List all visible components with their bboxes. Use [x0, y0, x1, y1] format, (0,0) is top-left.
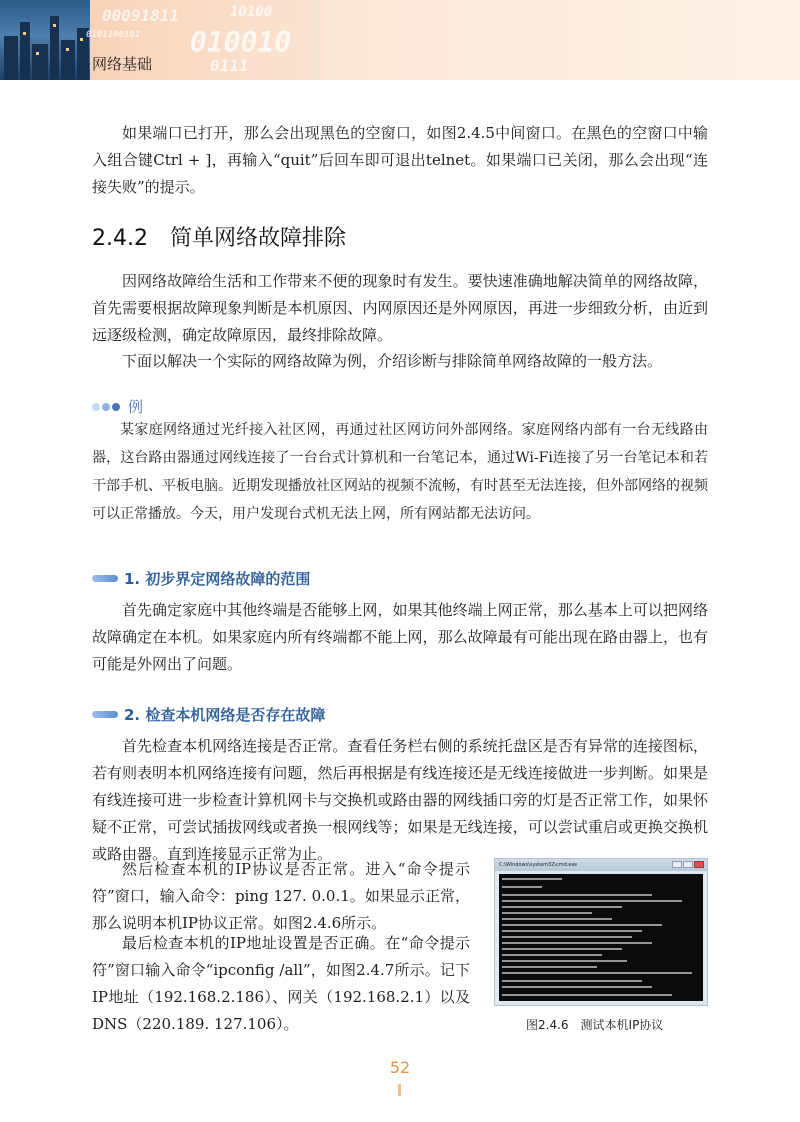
subsection-heading-2: 2. 检查本机网络是否存在故障 [92, 704, 325, 725]
city-skyline-image [0, 0, 90, 80]
subsection-2-text-ipconfig: 最后检查本机的IP地址设置是否正确。在“命令提示符”窗口输入命令“ipconfig /all”，如图2.4.7所示。记下IP地址（192.168.2.186）、网关（192.168.2.1）以及DNS（220.189. 127.106）。 [92, 934, 470, 1033]
window-controls-icon [671, 861, 704, 868]
subsection-2-text: 首先检查本机网络连接是否正常。查看任务栏右侧的系统托盘区是否有异常的连接图标，若有则表明本机网络连接有问题，然后再根据是有线连接还是无线连接做进一步判断。如果是有线连接可进一步检查计算机网卡与交换机或路由器的网线插口旁的灯是否正常工作，如果怀疑不正常，可尝试插拔网线或者换一根网线等；如果是无线连接，可以尝试重启或更换交换机或路由器。直到连接显示正常为止。 [92, 737, 708, 863]
header-section-label: 网络基础 [92, 55, 153, 73]
console-output [499, 874, 703, 1001]
section-title [92, 221, 346, 252]
binary-digits-decoration: 00091811 0101100101 010010 10100 0111 [86, 4, 292, 75]
dots-icon [92, 403, 122, 411]
example-label-text: 例 [128, 398, 144, 416]
cmd-window-titlebar: C:\Windows\system32\cmd.exe [495, 859, 707, 871]
subsection-1-text: 首先确定家庭中其他终端是否能够上网，如果其他终端上网正常，那么基本上可以把网络故障确定在本机。如果家庭内所有终端都不能上网，那么故障最有可能出现在路由器上，也有可能是外网出了问题。 [92, 601, 708, 673]
page-number-mark [398, 1084, 401, 1096]
body-paragraph: 下面以解决一个实际的网络故障为例，介绍诊断与排除简单网络故障的一般方法。 [122, 352, 663, 370]
heading-bar-icon [92, 711, 118, 718]
example-text: 某家庭网络通过光纤接入社区网，再通过社区网访问外部网络。家庭网络内部有一台无线路由器，这台路由器通过网线连接了一台台式计算机和一台笔记本，通过Wi-Fi连接了另一台笔记本和若干部手机、平板电脑。近期发现播放社区网站的视频不流畅，有时甚至无法连接，但外部网络的视频可以正常播放。今天，用户发现台式机无法上网，所有网站都无法访问。 [92, 422, 708, 522]
body-paragraph: 因网络故障给生活和工作带来不便的现象时有发生。要快速准确地解决简单的网络故障，首先需要根据故障现象判断是本机原因、内网原因还是外网原因，再进一步细致分析，由近到远逐级检测，确定故障原因，最终排除故障。 [92, 272, 708, 344]
subsection-heading-1: 1. 初步界定网络故障的范围 [92, 568, 310, 589]
section-title-text: 简单网络故障排除 [169, 226, 346, 251]
heading-bar-icon [92, 575, 118, 582]
figure-caption: 图2.4.6 测试本机IP协议 [526, 1018, 664, 1032]
subsection-2-text-ping: 然后检查本机的IP协议是否正常。进入“命令提示符”窗口，输入命令：ping 127. 0.0.1。如果显示正常，那么说明本机IP协议正常。如图2.4.6所示。 [92, 860, 470, 932]
page-number: 52 [389, 1058, 411, 1077]
cmd-window-screenshot [494, 858, 708, 1006]
header-banner [0, 0, 800, 80]
section-number: 2.4.2 [92, 226, 148, 251]
example-label [92, 396, 143, 417]
intro-paragraph: 如果端口已打开，那么会出现黑色的空窗口，如图2.4.5中间窗口。在黑色的空窗口中输入组合键Ctrl + ]，再输入“quit”后回车即可退出telnet。如果端口已关闭，那么会出现“连接失败”的提示。 [92, 124, 708, 196]
